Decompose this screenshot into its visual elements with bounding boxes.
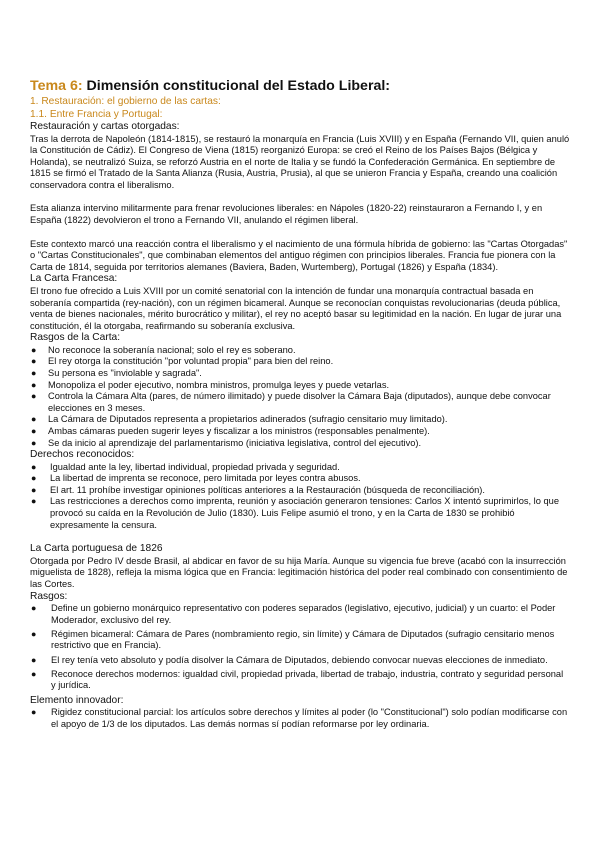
paragraph-restauracion: Tras la derrota de Napoleón (1814-1815), se restauró la monarquía en Francia (Luis XVIII) y en España (Fernando VII, quien anuló la Constitución de Cádiz). El Congreso de Viena (1815) reorganizó Europa: se creó el Reino de los Países Bajos (Bélgica y Holanda), se neutralizó Suiza, se reforzó Austria en el norte de Italia y se fundó la Confederación Germánica. En septiembre de 1815 se firmó el Tratado de la Santa Alianza (Rusia, Austria, Prusia), al que se unieron Francia y España, creando una coalición conservadora contra el liberalismo.: [30, 133, 570, 190]
subheading-derechos: Derechos reconocidos:: [30, 449, 135, 461]
paragraph-carta-francesa: El trono fue ofrecido a Luis XVIII por un comité senatorial con la intención de fundar una monarquía contractual basada en soberanía compartida (rey-nación), con un régimen bicameral. Aunque se reconocían conquistas revolucionarias (deuda pública, venta de bienes nacionales, mérito burocrático y militar), el rey no aceptó basar su legitimidad en la nación. En lugar de jurar una constitución, él la otorgaba, reafirmando su soberanía exclusiva.: [30, 285, 562, 331]
list-item: ● No reconoce la soberanía nacional; solo el rey es soberano.: [31, 344, 296, 355]
list-item: ● Rigidez constitucional parcial: los artículos sobre derechos y límites al poder (lo "Constitucional") solo podían modificarse con el apoyo de 1/3 de los diputados. Las demás normas sí podían reformarse por ley ordinaria.: [31, 707, 568, 729]
topic-label: Tema 6:: [30, 78, 83, 94]
list-item: ● Ambas cámaras pueden sugerir leyes y fiscalizar a los ministros (responsables penalmente).: [31, 425, 430, 436]
list-item: ● La libertad de imprenta se reconoce, pero limitada por leyes contra abusos.: [31, 473, 361, 484]
subheading-rasgos: Rasgos:: [30, 590, 68, 602]
list-item: ● Las restricciones a derechos como imprenta, reunión y asociación generaron tensiones: Carlos X intentó suprimirlos, lo que provocó su caída en la Revolución de Julio (1830). Luis Felipe asumió el trono, y en la Carta de 1830 se prohibió expresamente la censura.: [31, 496, 560, 530]
innovador-list: [30, 707, 570, 730]
section-heading-1-1: 1.1. Entre Francia y Portugal:: [30, 108, 163, 120]
paragraph-santa-alianza: Esta alianza intervino militarmente para frenar revoluciones liberales: en Nápoles (1820-22) reinstauraron a Fernando I, y en España (1822) devolvieron el trono a Fernando VII, anulando el régimen liberal.: [30, 203, 543, 226]
derechos-list: [30, 462, 570, 532]
list-item: ● Controla la Cámara Alta (pares, de número ilimitado) y puede disolver la Cámara Baja (diputados), aunque debe convocar elecciones en 3 meses.: [31, 391, 551, 413]
subheading-rasgos-carta: Rasgos de la Carta:: [30, 332, 121, 344]
paragraph-carta-portuguesa: Otorgada por Pedro IV desde Brasil, al abdicar en favor de su hija María. Aunque su vigencia fue breve (acabó con la insurrección miguelista de 1828), refleja la misma lógica que en Francia: legitimación histórica del poder real combinado con consentimiento de las Cortes.: [30, 555, 568, 589]
list-item: ● El art. 11 prohíbe investigar opiniones políticas anteriores a la Restauración (búsqueda de reconciliación).: [31, 484, 485, 495]
list-item: ● Define un gobierno monárquico representativo con poderes separados (legislativo, ejecutivo, judicial) y un cuarto: el Poder Moderador, exclusivo del rey.: [31, 603, 556, 625]
page-title: [30, 78, 570, 95]
rasgos-carta-list: [30, 345, 570, 449]
paragraph-cartas-otorgadas: Este contexto marcó una reacción contra el liberalismo y el nacimiento de una fórmula híbrida de gobierno: las "Cartas Otorgadas" o "Cartas Constitucionales", que combinaban elementos del antiguo régimen con principios liberales. Francia fue pionera con la Carta de 1814, seguida por territorios alemanes (Baviera, Baden, Wurtemberg), Portugal (1826) y España (1834).: [30, 238, 568, 272]
rasgos-list: [30, 603, 570, 692]
subheading-carta-francesa: La Carta Francesa:: [30, 273, 118, 285]
list-item: ● Se da inicio al aprendizaje del parlamentarismo (iniciativa legislativa, control del ejecutivo).: [31, 437, 422, 448]
list-item: ● Su persona es "inviolable y sagrada".: [31, 368, 202, 378]
list-item: ● Régimen bicameral: Cámara de Pares (nombramiento regio, sin límite) y Cámara de Diputados (sufragio censitario menos restrictivo que en Francia).: [31, 628, 555, 651]
subheading-restauracion: Restauración y cartas otorgadas:: [30, 121, 180, 132]
topic-title: Dimensión constitucional del Estado Liberal:: [82, 78, 391, 94]
subheading-carta-portuguesa: La Carta portuguesa de 1826: [30, 543, 163, 555]
list-item: ● Monopoliza el poder ejecutivo, nombra ministros, promulga leyes y puede vetarlas.: [31, 379, 390, 390]
list-item: ● El rey tenía veto absoluto y podía disolver la Cámara de Diputados, debiendo convocar nuevas elecciones de inmediato.: [31, 654, 548, 665]
list-item: ● Reconoce derechos modernos: igualdad civil, propiedad privada, libertad de trabajo, industria, contrato y seguridad personal y jurídica.: [31, 668, 564, 691]
section-heading-1: 1. Restauración: el gobierno de las cartas:: [30, 96, 221, 107]
subheading-elemento-innovador: Elemento innovador:: [30, 694, 124, 706]
list-item: ● Igualdad ante la ley, libertad individual, propiedad privada y seguridad.: [31, 461, 340, 472]
list-item: ● El rey otorga la constitución "por voluntad propia" para bien del reino.: [31, 356, 334, 367]
list-item: ● La Cámara de Diputados representa a propietarios adinerados (sufragio censitario muy limitado).: [31, 414, 448, 425]
